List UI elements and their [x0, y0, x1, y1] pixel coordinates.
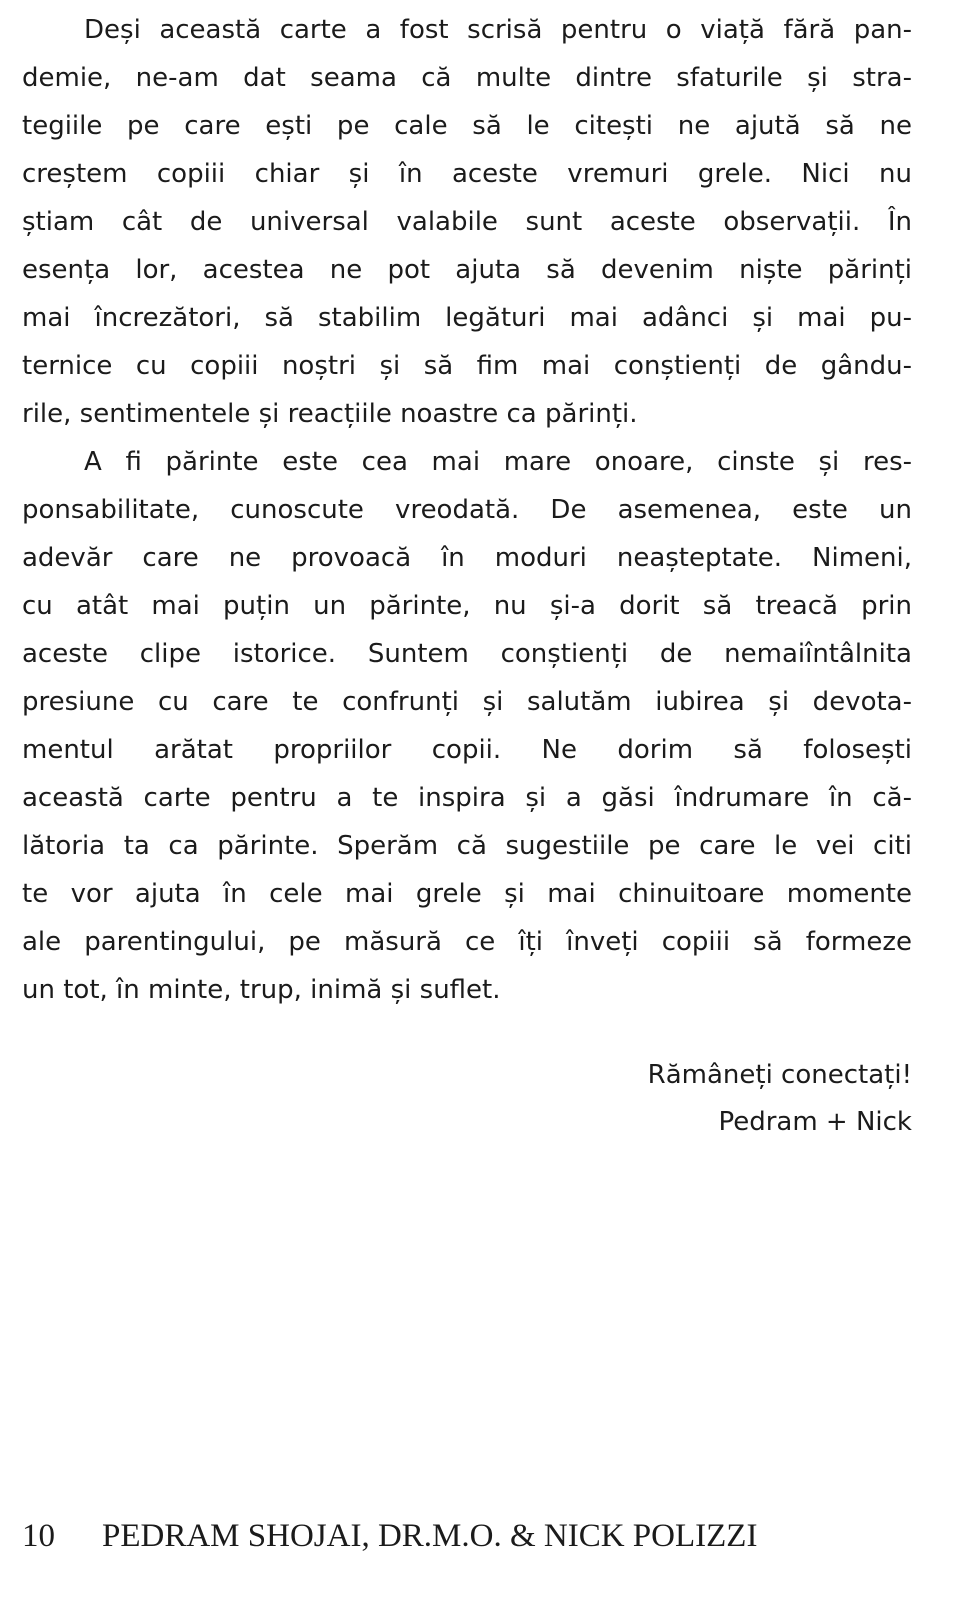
text-line: A fi părinte este cea mai mare onoare, cinste și res- [84, 447, 912, 477]
paragraph-1 [22, 6, 912, 438]
text-line: presiune cu care te confrunți și salutăm iubirea și devota- [22, 687, 912, 717]
text-line: ponsabilitate, cunoscute vreodată. De asemenea, este un [22, 495, 912, 525]
body-text [22, 6, 912, 1014]
text-line: demie, ne-am dat seama că multe dintre sfaturile și stra- [22, 63, 912, 93]
text-line: această carte pentru a te inspira și a găsi îndrumare în că- [22, 783, 912, 813]
text-line: ale parentingului, pe măsură ce îți înveți copiii să formeze [22, 927, 912, 957]
signoff-line: Rămâneți conectați! [647, 1060, 912, 1090]
text-line: un tot, în minte, trup, inimă și suflet. [22, 975, 501, 1005]
text-line: esența lor, acestea ne pot ajuta să devenim niște părinți [22, 255, 912, 285]
text-line: adevăr care ne provoacă în moduri neașteptate. Nimeni, [22, 543, 912, 573]
text-line: rile, sentimentele și reacțiile noastre ca părinți. [22, 399, 638, 429]
signoff [648, 1052, 912, 1146]
text-line: tegiile pe care ești pe cale să le citești ne ajută să ne [22, 111, 912, 141]
running-header: PEDRAM SHOJAI, DR.M.O. & NICK POLIZZI [102, 1518, 758, 1554]
text-line: creștem copiii chiar și în aceste vremuri grele. Nici nu [22, 159, 912, 189]
text-line: lătoria ta ca părinte. Sperăm că sugestiile pe care le vei citi [22, 831, 912, 861]
signoff-authors: Pedram + Nick [718, 1107, 912, 1137]
text-line: ternice cu copiii noștri și să fim mai conștienți de gându- [22, 351, 912, 381]
page-footer [22, 1514, 757, 1558]
text-line: mai încrezători, să stabilim legături mai adânci și mai pu- [22, 303, 912, 333]
text-line: cu atât mai puțin un părinte, nu și-a dorit să treacă prin [22, 591, 912, 621]
text-line: știam cât de universal valabile sunt aceste observații. În [22, 207, 912, 237]
text-line: mentul arătat propriilor copii. Ne dorim să folosești [22, 735, 912, 765]
text-line: aceste clipe istorice. Suntem conștienți de nemaiîntâlnita [22, 639, 912, 669]
text-line: te vor ajuta în cele mai grele și mai chinuitoare momente [22, 879, 912, 909]
page-number: 10 [22, 1518, 55, 1554]
text-line: Deși această carte a fost scrisă pentru o viață fără pan- [84, 15, 912, 45]
paragraph-2 [22, 438, 912, 1014]
